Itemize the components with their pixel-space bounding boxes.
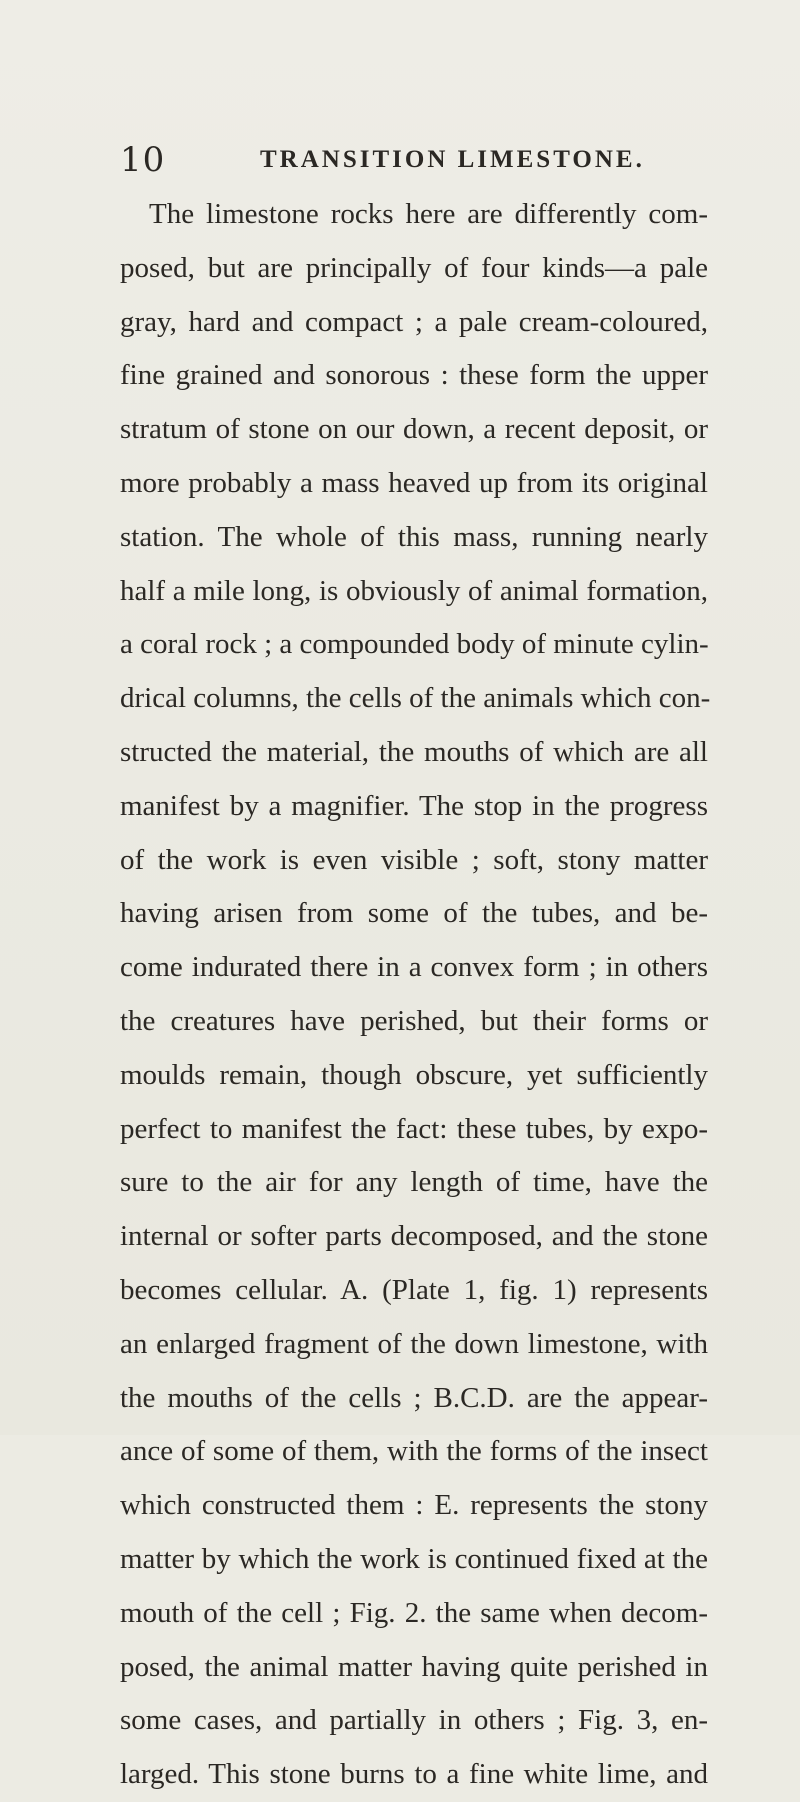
text-line: drical columns, the cells of the animals which con- [120, 682, 711, 715]
text-line: come indurated there in a convex form ; in others [120, 951, 708, 984]
text-line: larged. This stone burns to a fine white lime, and [120, 1758, 708, 1791]
text-line: some cases, and partially in others ; Fig. 3, en- [120, 1704, 708, 1737]
text-line: the creatures have perished, but their forms or [120, 1004, 708, 1037]
text-line: ance of some of them, with the forms of the insect [120, 1435, 708, 1468]
text-line: an enlarged fragment of the down limestone, with [120, 1327, 708, 1360]
text-line: matter by which the work is continued fixed at the [120, 1542, 708, 1575]
text-line: manifest by a magnifier. The stop in the progress [120, 789, 708, 822]
text-line: internal or softer parts decomposed, and the stone [120, 1220, 708, 1253]
page-number: 10 [120, 140, 166, 180]
running-head-title: TRANSITION LIMESTONE. [260, 146, 645, 173]
text-line: posed, but are principally of four kinds—a pale [120, 251, 708, 284]
text-line: stratum of stone on our down, a recent deposit, or [120, 413, 708, 446]
running-head [120, 140, 680, 180]
text-line: fine grained and sonorous : these form the upper [120, 359, 708, 392]
text-line: structed the material, the mouths of which are all [120, 735, 708, 768]
text-line: gray, hard and compact ; a pale cream-coloured, [120, 305, 708, 338]
text-line: which constructed them : E. represents the stony [120, 1489, 708, 1522]
text-line: a coral rock ; a compounded body of minute cylin- [120, 628, 709, 661]
text-line: more probably a mass heaved up from its original [120, 466, 708, 499]
text-line: sure to the air for any length of time, have the [120, 1166, 708, 1199]
text-line: the mouths of the cells ; B.C.D. are the appear- [120, 1381, 708, 1414]
text-line: moulds remain, though obscure, yet sufficiently [120, 1058, 708, 1091]
text-line: station. The whole of this mass, running nearly [120, 520, 708, 553]
text-line: becomes cellular. A. (Plate 1, fig. 1) represents [120, 1273, 708, 1306]
text-line: having arisen from some of the tubes, and be- [120, 897, 708, 930]
text-line: perfect to manifest the fact: these tubes, by expo- [120, 1112, 708, 1145]
text-line: of the work is even visible ; soft, stony matter [120, 843, 708, 876]
text-line: posed, the animal matter having quite perished in [120, 1650, 708, 1683]
text-line: The limestone rocks here are differently com- [149, 198, 708, 230]
text-line: half a mile long, is obviously of animal formation, [120, 574, 708, 607]
text-line: mouth of the cell ; Fig. 2. the same when decom- [120, 1596, 708, 1629]
body-paragraph [120, 188, 711, 1802]
